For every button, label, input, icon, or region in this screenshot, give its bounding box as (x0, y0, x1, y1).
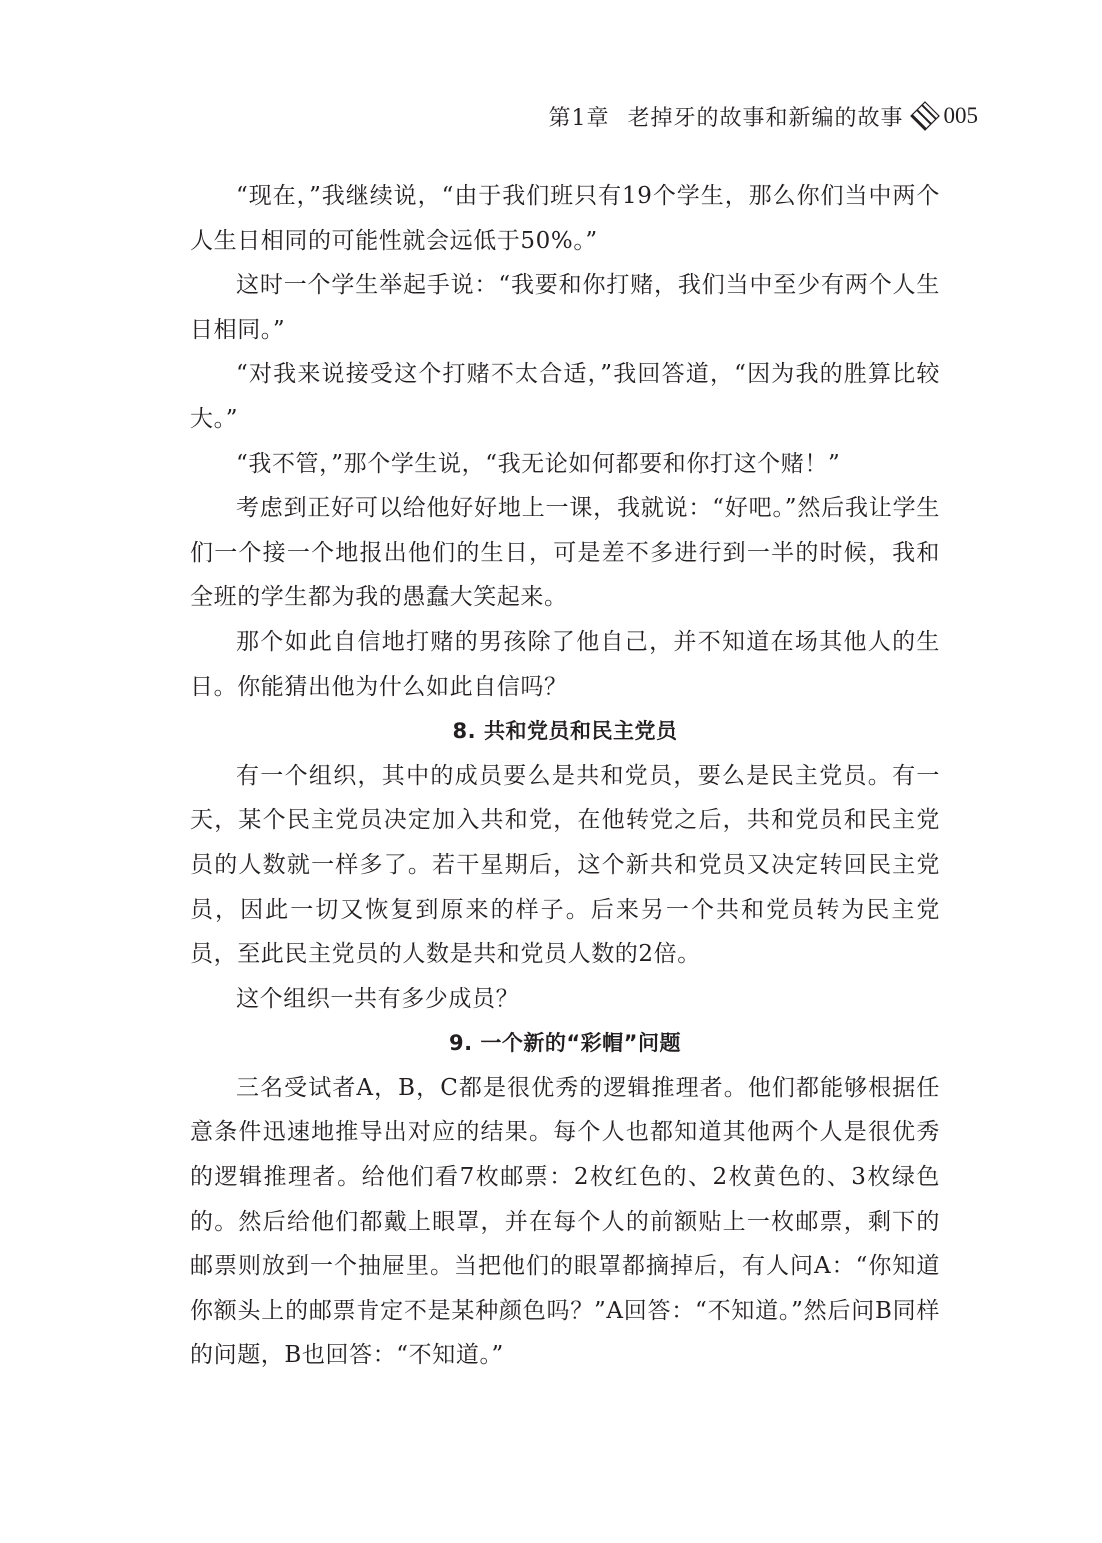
striped-diamond-icon (910, 101, 940, 131)
paragraph: 这时一个学生举起手说：“我要和你打赌，我们当中至少有两个人生日相同。” (190, 272, 940, 343)
paragraph: 考虑到正好可以给他好好地上一课，我就说：“好吧。”然后我让学生们一个接一个地报出他们的生日，可是差不多进行到一半的时候，我和全班的学生都为我的愚蠢大笑起来。 (190, 495, 940, 611)
section-heading: 8. 共和党员和民主党员 (452, 719, 678, 744)
section-heading: 9. 一个新的“彩帽”问题 (448, 1031, 681, 1056)
paragraph: 有一个组织，其中的成员要么是共和党员，要么是民主党员。有一天，某个民主党员决定加入共和党，在他转党之后，共和党员和民主党员的人数就一样多了。若干星期后，这个新共和党员又决定转回民主党员，因此一切又恢复到原来的样子。后来另一个共和党员转为民主党员，至此民主党员的人数是共和党员人数的2倍。 (190, 762, 940, 968)
page-number: 005 (943, 103, 978, 128)
running-header (548, 98, 978, 134)
paragraph: 三名受试者A，B，C都是很优秀的逻辑推理者。他们都能够根据任意条件迅速地推导出对应的结果。每个人也都知道其他两个人是很优秀的逻辑推理者。给他们看7枚邮票：2枚红色的、2枚黄色的、3枚绿色的。然后给他们都戴上眼罩，并在每个人的前额贴上一枚邮票，剩下的邮票则放到一个抽屉里。当把他们的眼罩都摘掉后，有人问A：“你知道你额头上的邮票肯定不是某种颜色吗？”A回答：“不知道。”然后问B同样的问题，B也回答：“不知道。” (190, 1074, 940, 1369)
page-body (190, 174, 940, 1378)
paragraph: 这个组织一共有多少成员？ (236, 985, 520, 1012)
chapter-label: 第1章 (548, 105, 610, 131)
paragraph: “现在，”我继续说，“由于我们班只有19个学生，那么你们当中两个人生日相同的可能性就会远低于50%。” (190, 183, 940, 254)
paragraph: 那个如此自信地打赌的男孩除了他自己，并不知道在场其他人的生日。你能猜出他为什么如此自信吗？ (190, 628, 940, 700)
paragraph: “我不管，”那个学生说，“我无论如何都要和你打这个赌！” (236, 450, 841, 477)
chapter-title: 老掉牙的故事和新编的故事 (627, 105, 904, 131)
paragraph: “对我来说接受这个打赌不太合适，”我回答道，“因为我的胜算比较大。” (190, 361, 940, 432)
